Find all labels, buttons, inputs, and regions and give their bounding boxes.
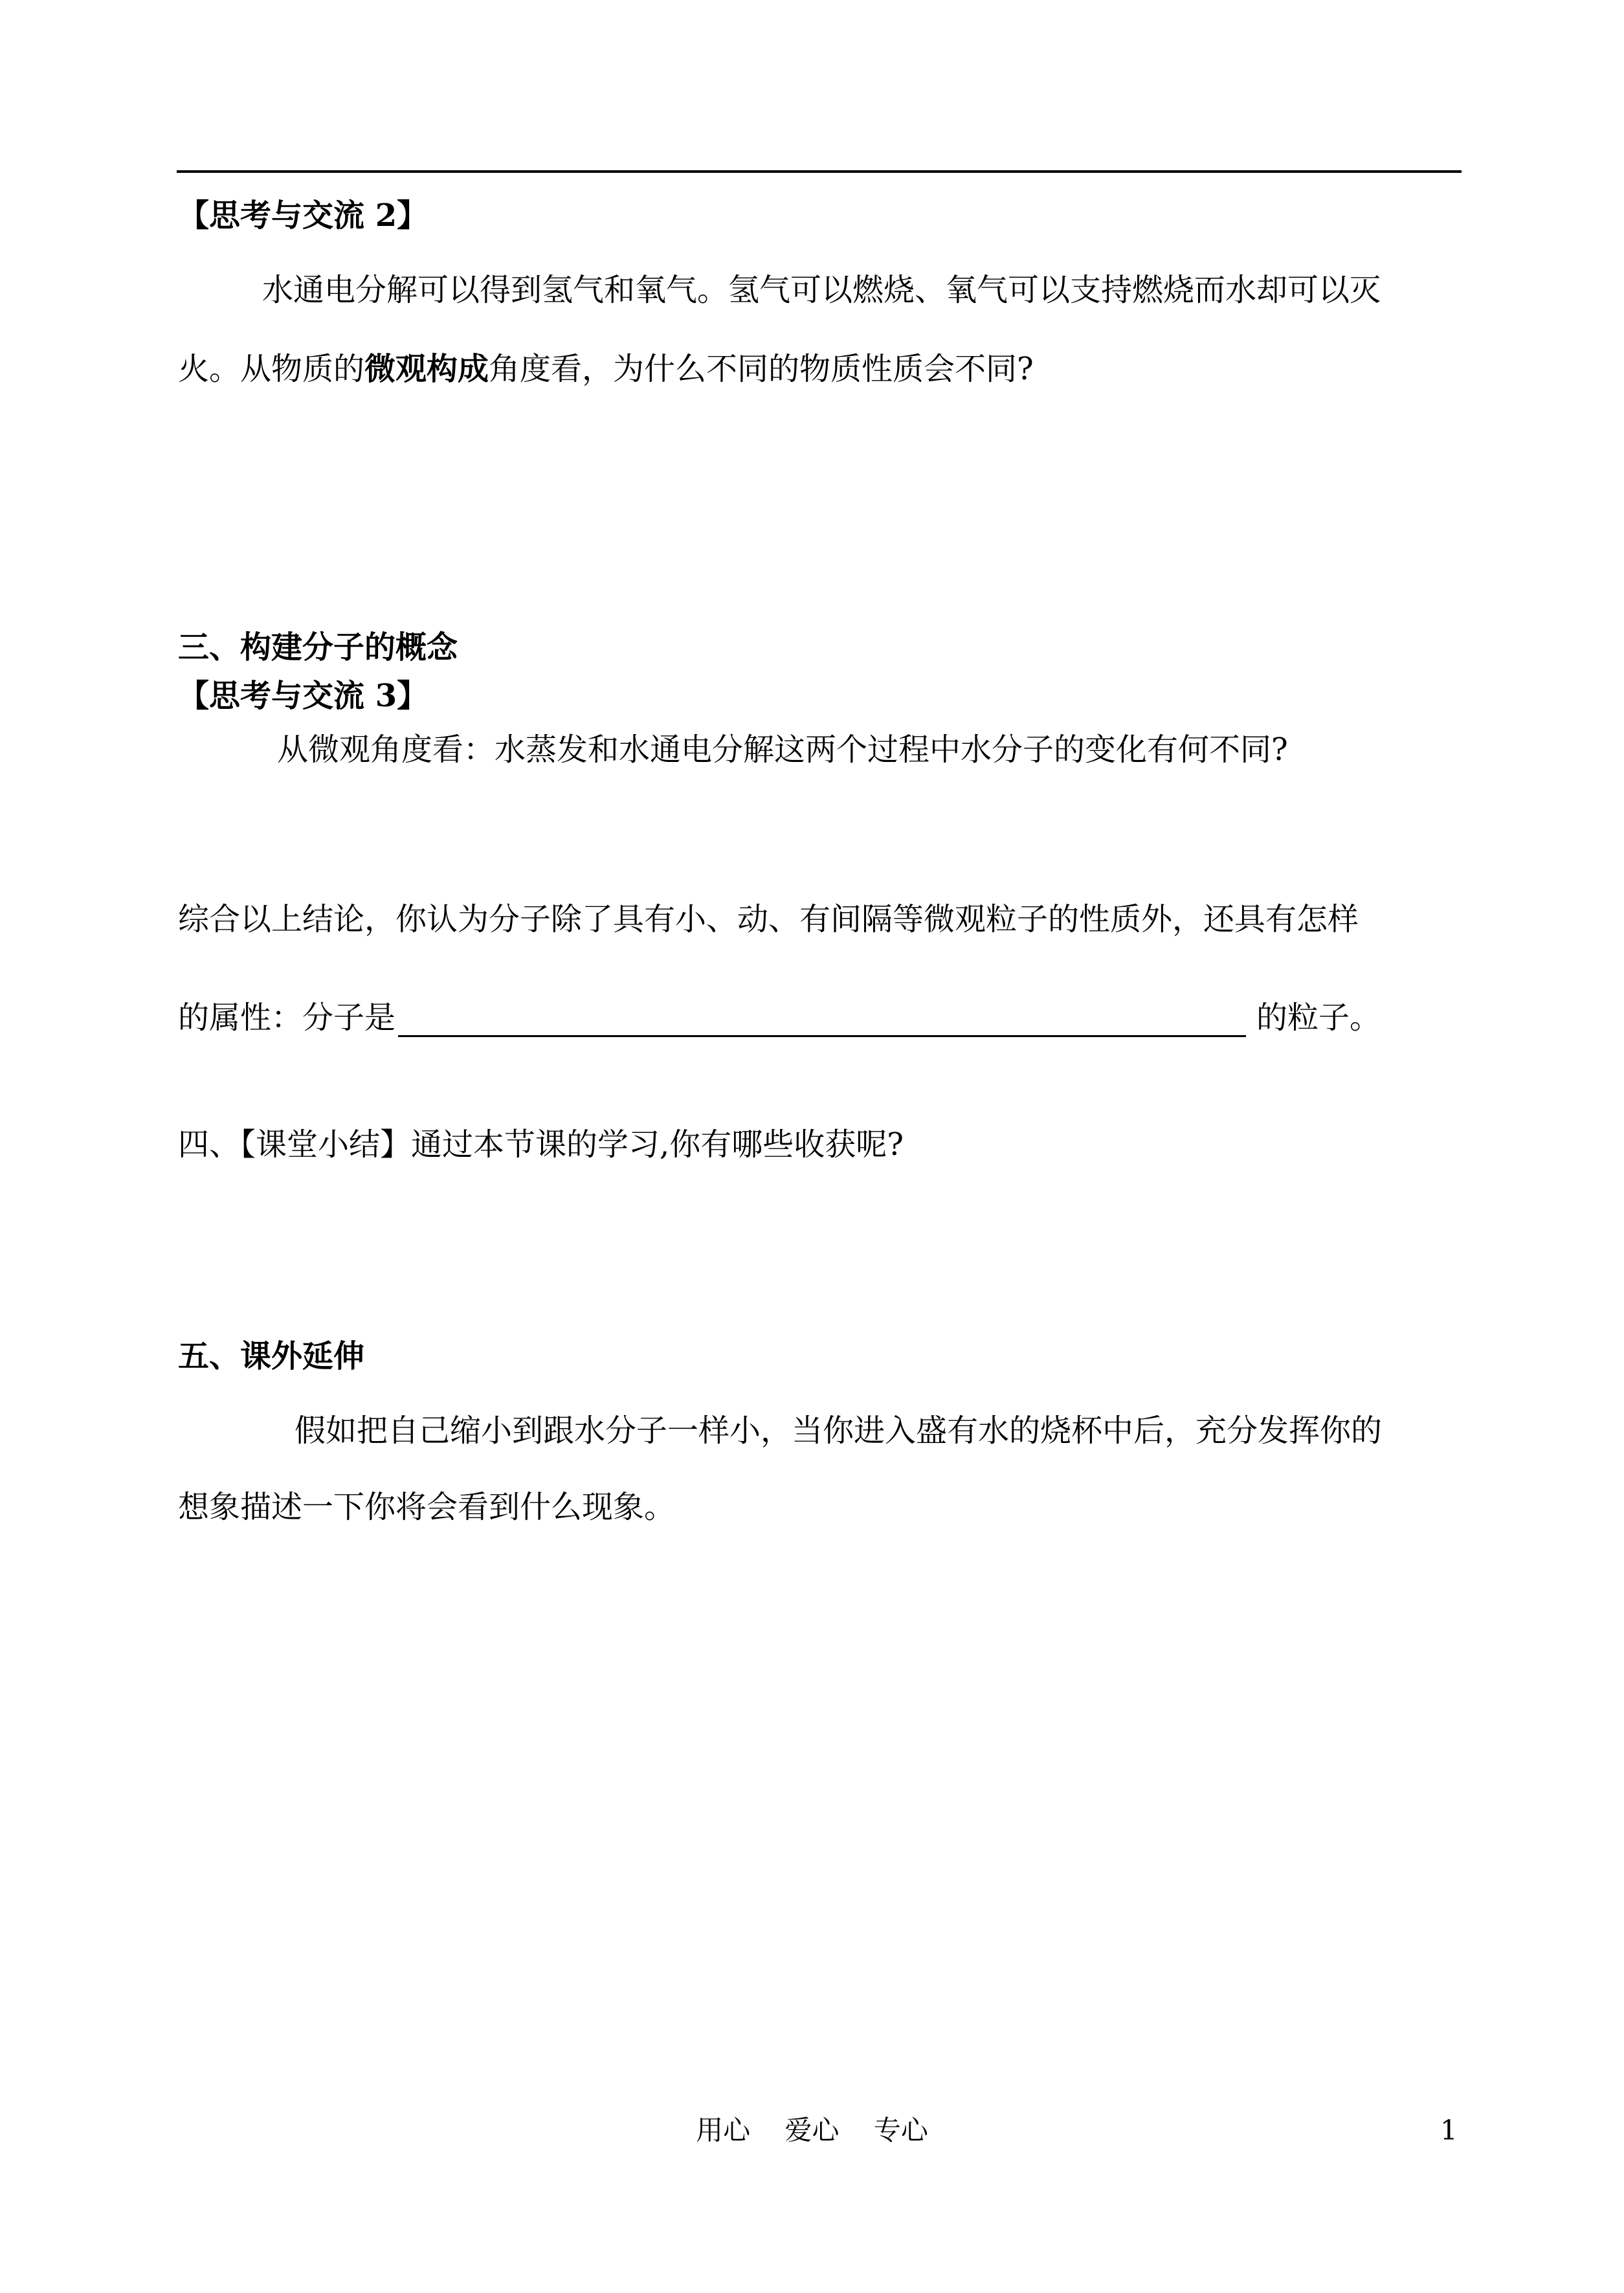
section3-summary-line2 [178, 998, 1381, 1037]
section4-title: 四、【课堂小结】通过本节课的学习,你有哪些收获呢? [178, 1126, 904, 1163]
header-rule [177, 170, 1462, 173]
section2-emphasis: 微观构成 [364, 351, 489, 387]
section2-heading: 【思考与交流 2】 [178, 197, 428, 234]
section2-paragraph-line1: 水通电分解可以得到氢气和氧气。氢气可以燃烧、氧气可以支持燃烧而水却可以灭 [262, 272, 1381, 308]
footer-motto: 用心 爱心 专心 [696, 2114, 928, 2146]
section3-heading: 【思考与交流 3】 [178, 678, 428, 714]
section3-summary-line2-pre: 的属性：分子是 [178, 1000, 396, 1036]
section3-title: 三、构建分子的概念 [178, 629, 458, 666]
page-number: 1 [1440, 2114, 1458, 2146]
section3-summary-line1: 综合以上结论，你认为分子除了具有小、动、有间隔等微观粒子的性质外，还具有怎样 [178, 901, 1359, 937]
section5-title: 五、课外延伸 [178, 1338, 365, 1374]
section2-paragraph-line2-pre: 火。从物质的 [178, 351, 365, 387]
fill-in-blank[interactable] [398, 1001, 1246, 1037]
section3-question: 从微观角度看：水蒸发和水通电分解这两个过程中水分子的变化有何不同? [277, 732, 1288, 768]
section3-summary-line2-post: 的粒子。 [1256, 1000, 1381, 1036]
section5-paragraph-line1: 假如把自己缩小到跟水分子一样小，当你进入盛有水的烧杯中后，充分发挥你的 [295, 1413, 1383, 1449]
section2-paragraph-line2-post: 角度看，为什么不同的物质性质会不同? [489, 351, 1034, 387]
section2-paragraph-line2 [178, 350, 1034, 388]
section5-paragraph-line2: 想象描述一下你将会看到什么现象。 [178, 1489, 676, 1525]
